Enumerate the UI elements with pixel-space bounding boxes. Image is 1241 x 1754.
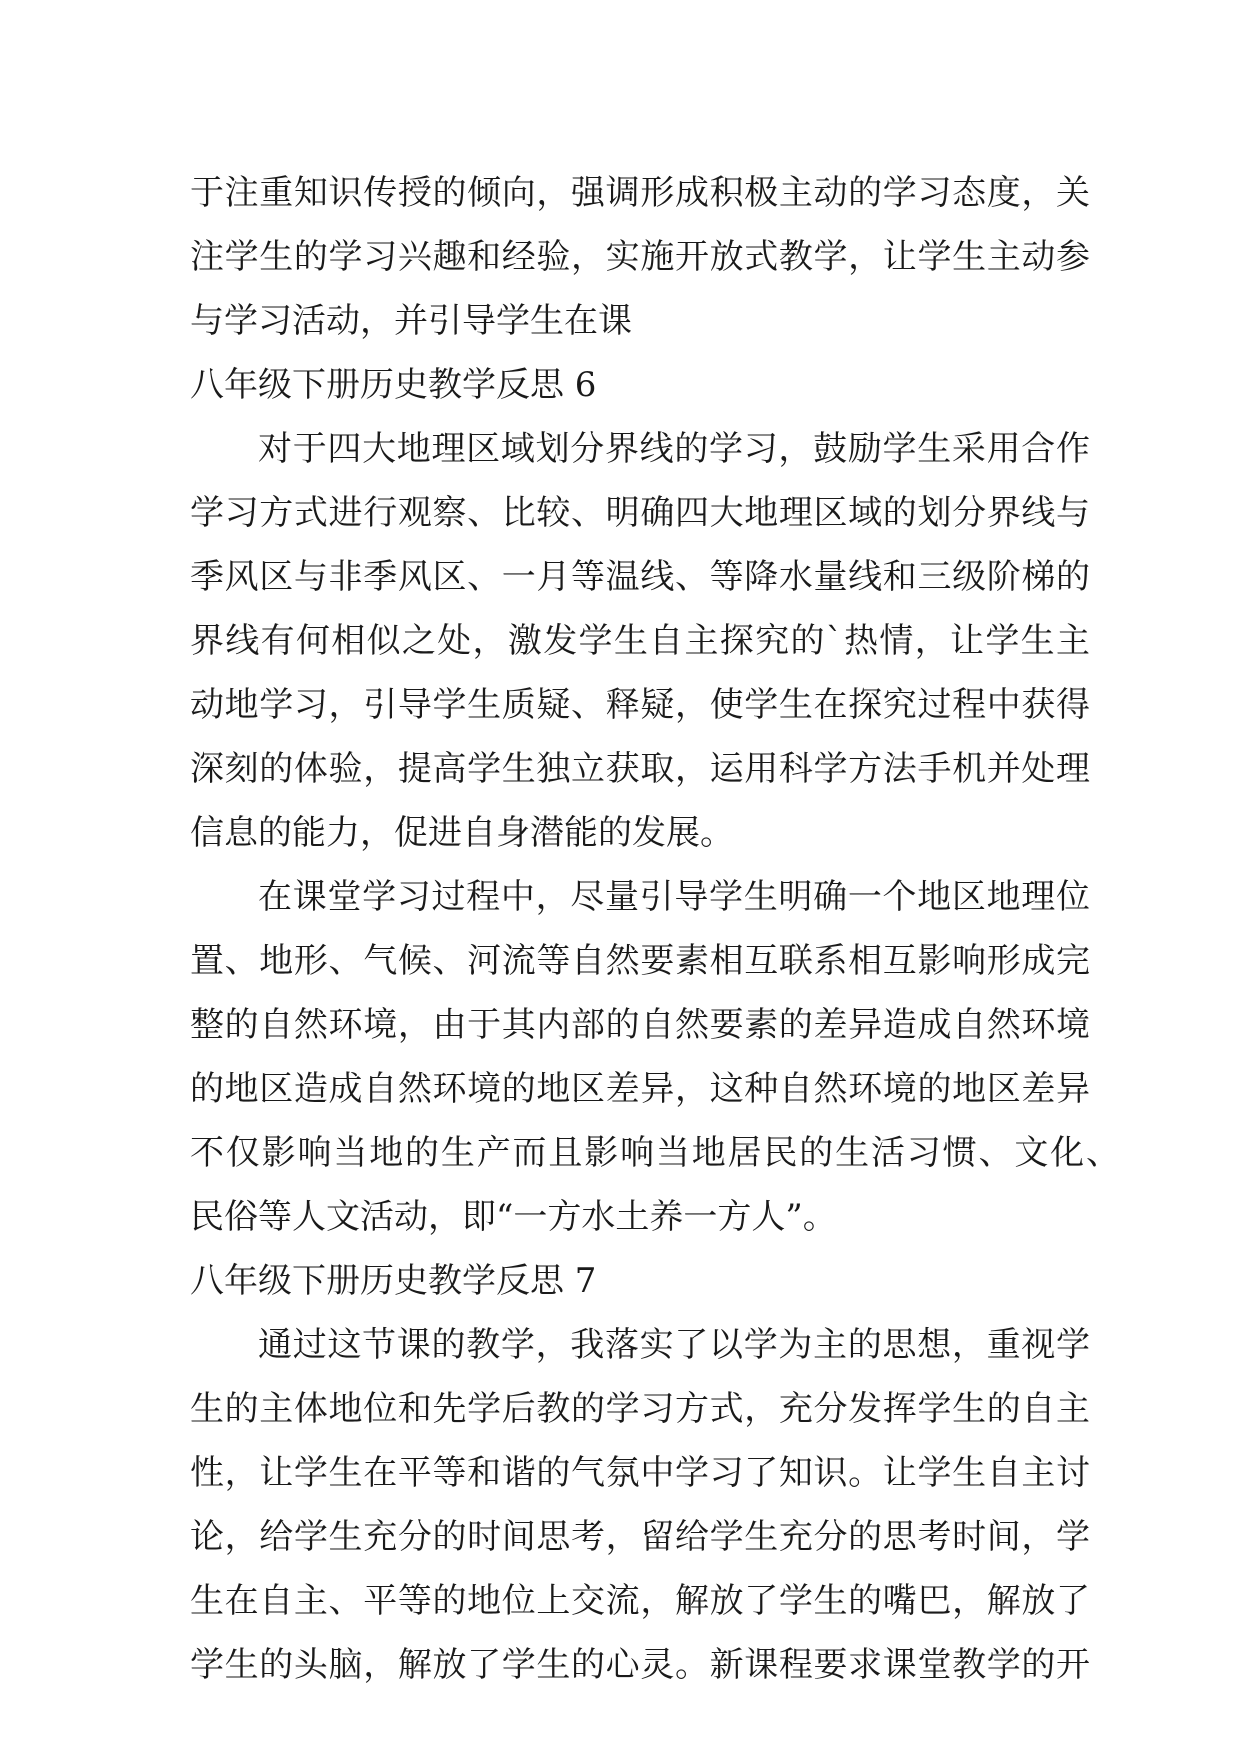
text-line: 学生的头脑，解放了学生的心灵。新课程要求课堂教学的开: [190, 1645, 1090, 1685]
text-line: 在课堂学习过程中，尽量引导学生明确一个地区地理位: [258, 877, 1090, 917]
text-line: 置、地形、气候、河流等自然要素相互联系相互影响形成完: [190, 941, 1090, 981]
text-line: 论，给学生充分的时间思考，留给学生充分的思考时间，学: [190, 1517, 1090, 1557]
text-line: 整的自然环境，由于其内部的自然要素的差异造成自然环境: [190, 1005, 1090, 1045]
text-line: 生在自主、平等的地位上交流，解放了学生的嘴巴，解放了: [190, 1581, 1090, 1621]
section-heading: 八年级下册历史教学反思 7: [190, 1261, 597, 1301]
text-line: 的地区造成自然环境的地区差异，这种自然环境的地区差异: [190, 1069, 1090, 1109]
text-line: 与学习活动，并引导学生在课: [190, 301, 632, 341]
text-line: 于注重知识传授的倾向，强调形成积极主动的学习态度，关: [190, 173, 1090, 213]
text-line: 生的主体地位和先学后教的学习方式，充分发挥学生的自主: [190, 1389, 1090, 1429]
text-line: 通过这节课的教学，我落实了以学为主的思想，重视学: [258, 1325, 1090, 1365]
text-line: 性，让学生在平等和谐的气氛中学习了知识。让学生自主讨: [190, 1453, 1090, 1493]
text-line: 对于四大地理区域划分界线的学习，鼓励学生采用合作: [258, 429, 1090, 469]
text-line: 界线有何相似之处，激发学生自主探究的`热情，让学生主: [190, 621, 1090, 661]
text-line: 注学生的学习兴趣和经验，实施开放式教学，让学生主动参: [190, 237, 1090, 277]
text-line: 动地学习，引导学生质疑、释疑，使学生在探究过程中获得: [190, 685, 1090, 725]
text-line: 信息的能力，促进自身潜能的发展。: [190, 813, 734, 853]
text-line: 深刻的体验，提高学生独立获取，运用科学方法手机并处理: [190, 749, 1090, 789]
text-line: 民俗等人文活动，即“一方水土养一方人”。: [190, 1197, 837, 1237]
text-line: 季风区与非季风区、一月等温线、等降水量线和三级阶梯的: [190, 557, 1090, 597]
text-line: 学习方式进行观察、比较、明确四大地理区域的划分界线与: [190, 493, 1090, 533]
section-heading: 八年级下册历史教学反思 6: [190, 365, 597, 405]
text-line: 不仅影响当地的生产而且影响当地居民的生活习惯、文化、: [190, 1133, 1120, 1173]
